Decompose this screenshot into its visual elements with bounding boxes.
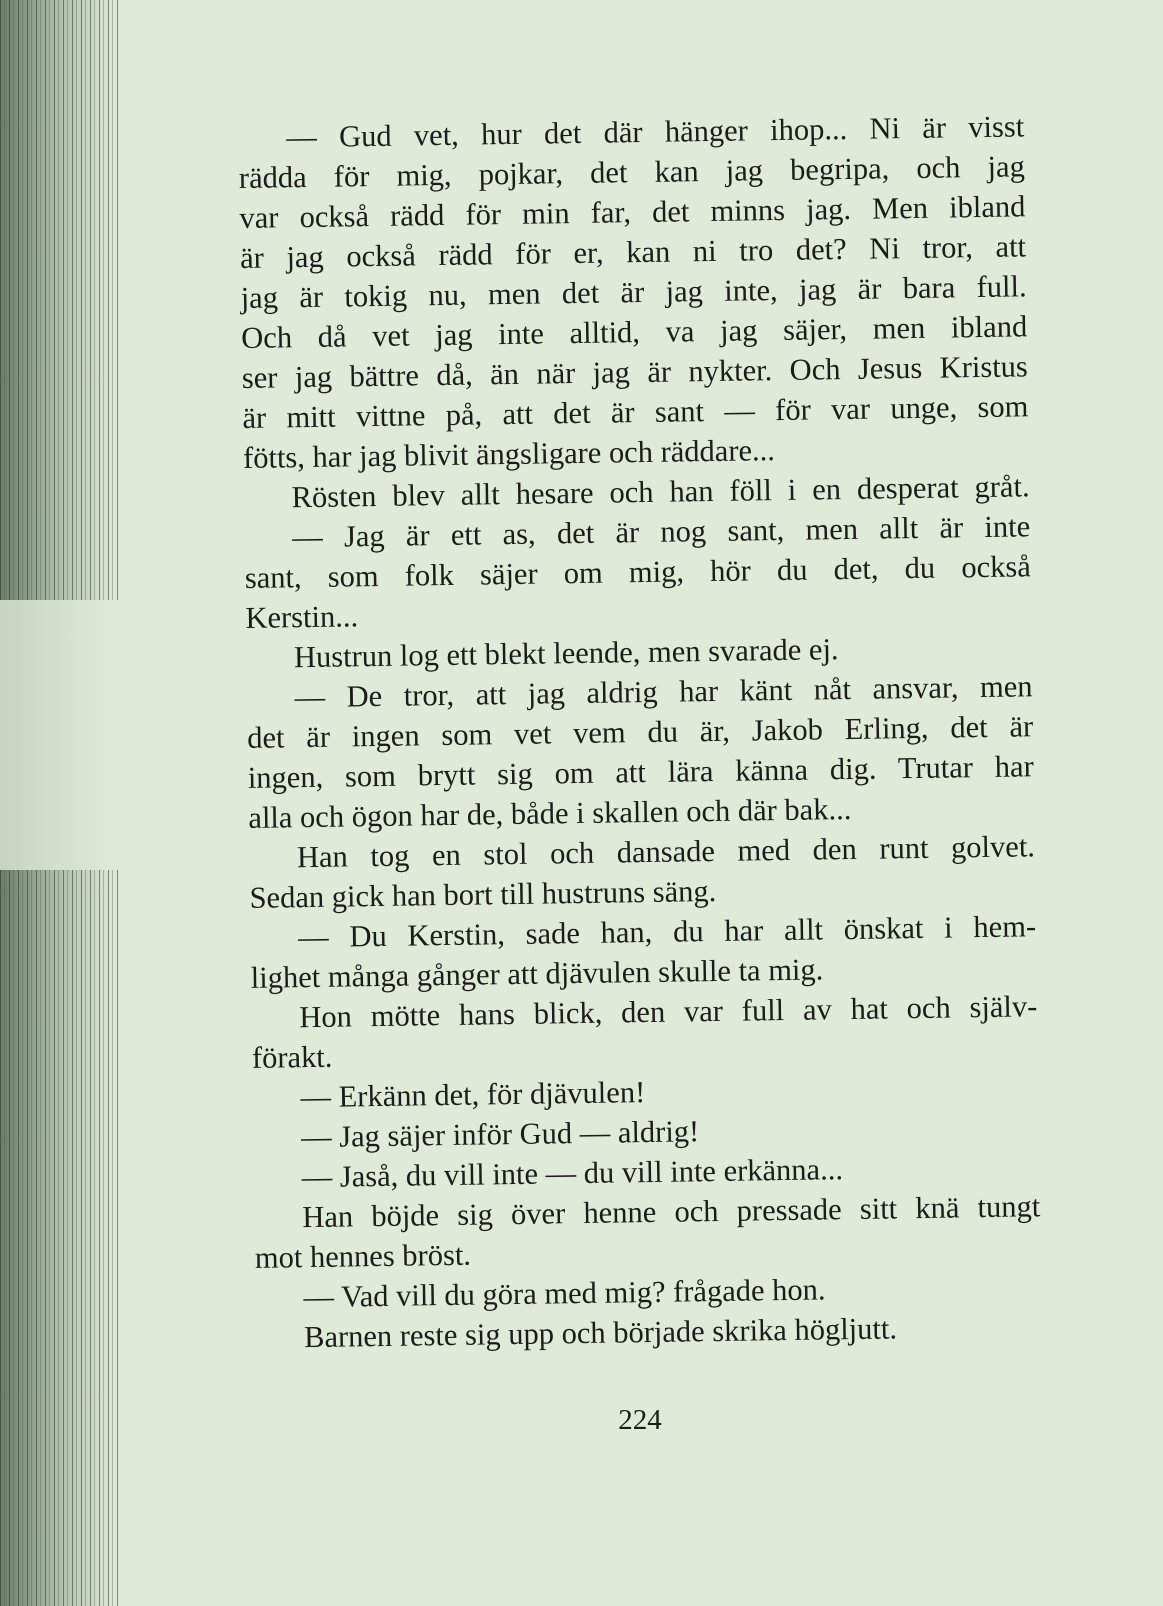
text-line: Barnen reste sig upp och började skrika högljutt. [303, 1311, 898, 1355]
text-line: — Du Kerstin, sade han, du har allt önskat i hem- [297, 909, 1037, 955]
text-line: förakt. [251, 1039, 333, 1075]
text-line: fötts, har jag blivit ängsligare och räddare... [242, 433, 776, 475]
text-line: lighet många gånger att djävulen skulle ta mig. [250, 952, 824, 995]
text-line: är jag också rädd för er, kan ni tro det? Ni tror, att [239, 229, 1027, 275]
text-line: — Jaså, du vill inte — du vill inte erkänna... [301, 1152, 844, 1195]
text-line: Hustrun log ett blekt leende, men svarade ej. [293, 632, 839, 675]
text-line: — Vad vill du göra med mig? frågade hon. [303, 1272, 826, 1315]
text-line: rädda för mig, pojkar, det kan jag begripa, och jag [238, 149, 1026, 195]
text-line: — Jag säjer inför Gud — aldrig! [300, 1114, 700, 1155]
text-line: Rösten blev allt hesare och han föll i en desperat gråt. [291, 469, 1030, 515]
text-line: jag är tokig nu, men det är jag inte, jag är bara full. [240, 269, 1027, 315]
text-line: ingen, som brytt sig om att lära känna dig. Trutar har [247, 749, 1034, 795]
text-line: Och då vet jag inte alltid, va jag säjer, men ibland [241, 309, 1028, 355]
text-line: — De tror, att jag aldrig har känt nåt ansvar, men [294, 669, 1033, 715]
text-line: är mitt vittne på, att det är sant — för var unge, som [242, 389, 1029, 435]
text-line: ser jag bättre då, än när jag är nykter. Och Jesus Kristus [241, 349, 1029, 395]
text-line: — Erkänn det, för djävulen! [300, 1075, 646, 1115]
page-edge-shadow-gap [0, 600, 118, 870]
text-line: sant, som folk säjer om mig, hör du det, du också [244, 549, 1031, 595]
text-line: mot hennes bröst. [254, 1237, 472, 1275]
text-line: — Jag är ett as, det är nog sant, men allt är inte [291, 509, 1031, 555]
page-number: 224 [618, 1404, 662, 1436]
text-line: Kerstin... [245, 599, 359, 635]
text-line: — Gud vet, hur det där hänger ihop... Ni är visst [286, 109, 1025, 155]
text-line: var också rädd för min far, det minns jag. Men ibland [239, 189, 1026, 235]
text-line: det är ingen som vet vem du är, Jakob Erling, det är [246, 709, 1034, 755]
body-text [238, 106, 1048, 1355]
text-line: Han tog en stol och dansade med den runt golvet. [296, 829, 1036, 875]
page-stack-edges [0, 0, 118, 1606]
text-line: Hon mötte hans blick, den var full av hat och själv- [299, 989, 1038, 1035]
text-line: Sedan gick han bort till hustruns säng. [249, 873, 717, 915]
text-line: Han böjde sig över henne och pressade sitt knä tungt [302, 1189, 1041, 1235]
text-line: alla och ögon har de, både i skallen och där bak... [248, 791, 852, 835]
